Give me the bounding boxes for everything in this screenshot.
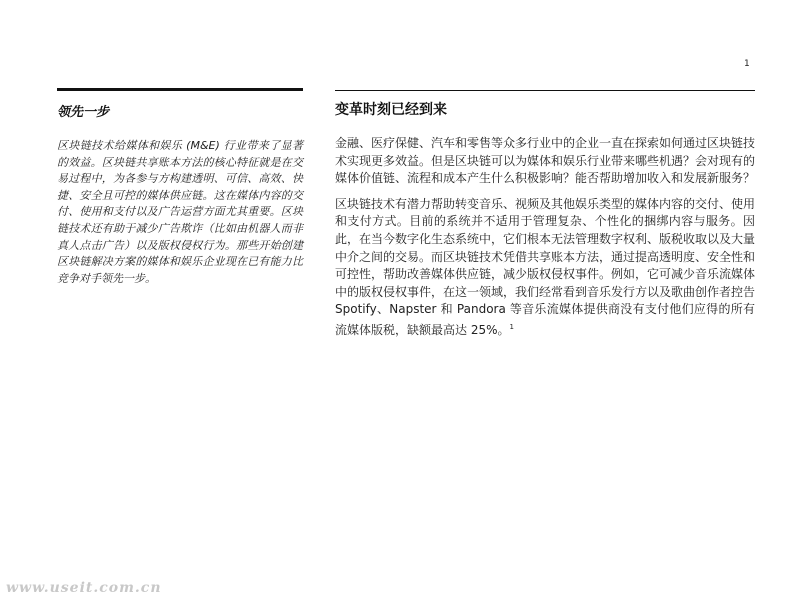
watermark-logo: www.useit.com.cn [6, 580, 162, 596]
main-heading: 变革时刻已经到来 [335, 102, 447, 118]
sidebar-column [57, 88, 303, 287]
main-top-rule [335, 90, 755, 91]
main-paragraph-2 [335, 196, 755, 340]
main-body [335, 135, 755, 340]
main-paragraph-2-text: 区块链技术有潜力帮助转变音乐、视频及其他娱乐类型的媒体内容的交付、使用和支付方式。目前的系统并不适用于管理复杂、个性化的捆绑内容与服务。因此，在当今数字化生态系统中，它们根本无法管理数字权利、版税收取以及大量中介之间的交易。而区块链技术凭借共享账本方法，通过提高透明度、安全性和可控性，帮助改善媒体供应链，减少版权侵权事件。例如，它可减少音乐流媒体中的版权侵权事件，在这一领域，我们经常看到音乐发行方以及歌曲创作者控告 Spotify、Napster 和 Pandora 等音乐流媒体提供商没有支付他们应得的所有流媒体版税，缺额最高达 25%。 [335, 196, 756, 337]
footnote-reference[interactable]: 1 [509, 322, 514, 331]
page-number: 1 [744, 59, 750, 69]
sidebar-body-text: 区块链技术给媒体和娱乐 (M&E) 行业带来了显著的效益。区块链共享账本方法的核心特征就是在交易过程中，为各参与方构建透明、可信、高效、快捷、安全且可控的媒体供应链。这在媒体内容的交付、使用和支付以及广告运营方面尤其重要。区块链技术还有助于减少广告欺诈（比如由机器人而非真人点击广告）以及版权侵权行为。那些开始创建区块链解决方案的媒体和娱乐企业现在已有能力比竞争对手领先一步。 [57, 139, 303, 285]
main-paragraph-1: 金融、医疗保健、汽车和零售等众多行业中的企业一直在探索如何通过区块链技术实现更多效益。但是区块链可以为媒体和娱乐行业带来哪些机遇？会对现有的媒体价值链、流程和成本产生什么积极影响？能否帮助增加收入和发展新服务？ [335, 136, 756, 186]
sidebar-top-rule [57, 88, 303, 91]
sidebar-heading: 领先一步 [57, 105, 110, 120]
main-column [335, 90, 755, 340]
